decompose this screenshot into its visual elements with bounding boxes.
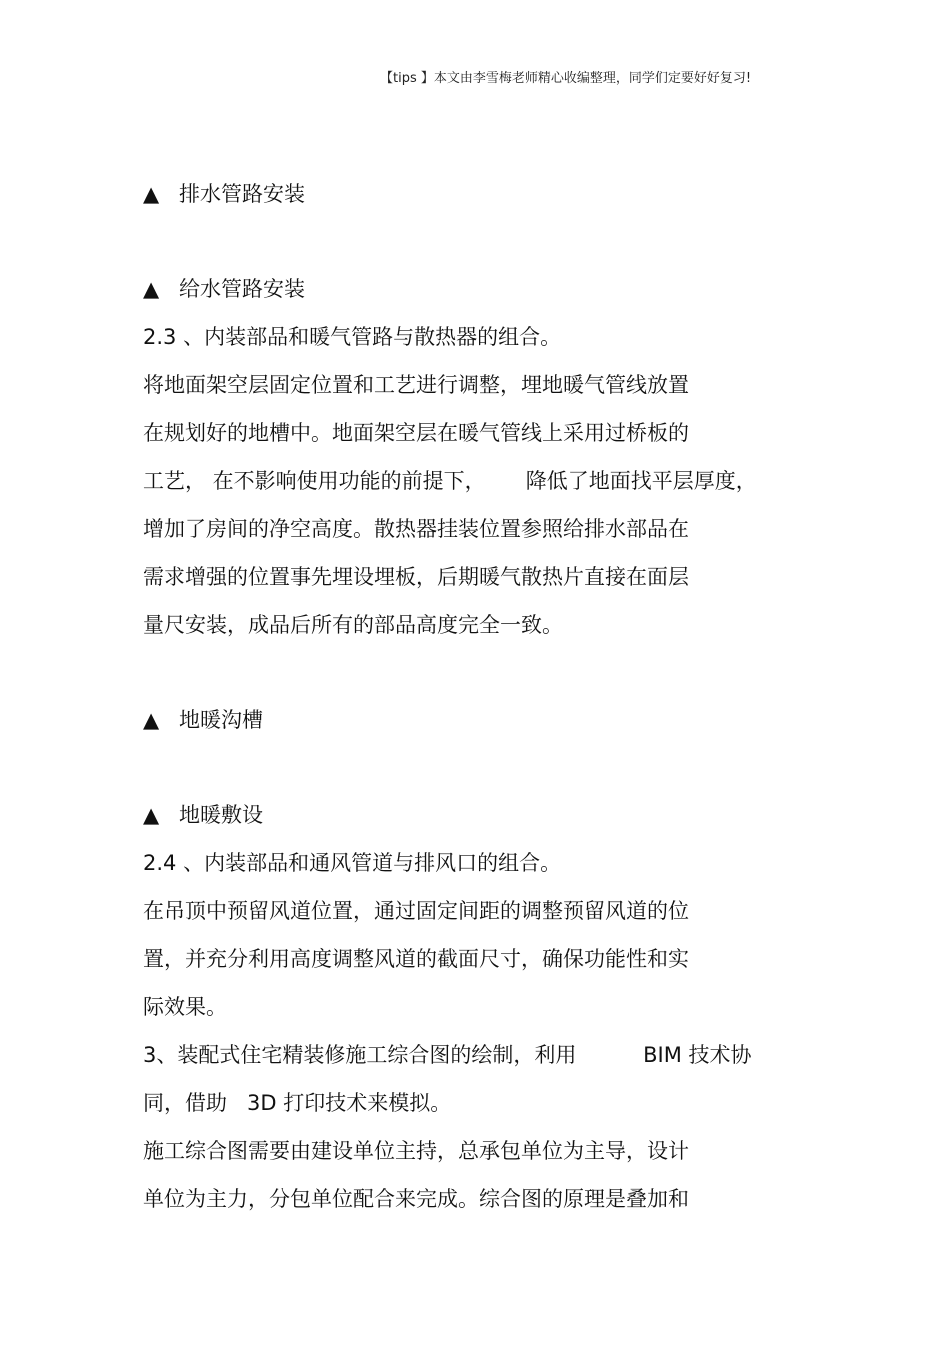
paragraph-line: 工艺， 在不影响使用功能的前提下， 降低了地面找平层厚度，	[143, 469, 757, 493]
paragraph-line: 增加了房间的净空高度。散热器挂装位置参照给排水部品在	[143, 517, 689, 541]
bullet-text: 地暖沟槽	[179, 708, 263, 732]
section-2-4-heading: 2.4 、内装部品和通风管道与排风口的组合。	[143, 851, 562, 875]
bullet-water-supply	[143, 271, 843, 319]
bullet-text: 排水管路安装	[179, 182, 305, 206]
paragraph-line: 量尺安装，成品后所有的部品高度完全一致。	[143, 613, 563, 637]
triangle-bullet-icon: ▲	[143, 708, 160, 732]
section-2-3-heading: 2.3 、内装部品和暖气管路与散热器的组合。	[143, 325, 562, 349]
bullet-text: 给水管路安装	[179, 277, 305, 301]
header-tip: 【tips 】本文由李雪梅老师精心收编整理，同学们定要好好复习!	[380, 71, 752, 86]
paragraph-line: 施工综合图需要由建设单位主持，总承包单位为主导，设计	[143, 1139, 689, 1163]
paragraph-line: 需求增强的位置事先埋设埋板，后期暖气散热片直接在面层	[143, 565, 689, 589]
triangle-bullet-icon: ▲	[143, 803, 160, 827]
section-3-heading-cont: 同，借助 3D 打印技术来模拟。	[143, 1091, 452, 1115]
paragraph-line: 际效果。	[143, 995, 227, 1019]
bullet-floor-heating-laying	[143, 797, 843, 845]
paragraph-line: 在规划好的地槽中。地面架空层在暖气管线上采用过桥板的	[143, 421, 689, 445]
section-3-heading: 3、装配式住宅精装修施工综合图的绘制，利用 BIM 技术协	[143, 1043, 752, 1067]
paragraph-line: 将地面架空层固定位置和工艺进行调整，埋地暖气管线放置	[143, 373, 689, 397]
paragraph-line: 在吊顶中预留风道位置，通过固定间距的调整预留风道的位	[143, 899, 689, 923]
paragraph-line: 置，并充分利用高度调整风道的截面尺寸，确保功能性和实	[143, 947, 689, 971]
bullet-drain-pipe	[143, 176, 843, 224]
paragraph-line: 单位为主力，分包单位配合来完成。综合图的原理是叠加和	[143, 1187, 689, 1211]
triangle-bullet-icon: ▲	[143, 182, 160, 206]
document-body	[143, 176, 843, 1229]
triangle-bullet-icon: ▲	[143, 277, 160, 301]
bullet-floor-heating-trench	[143, 702, 843, 750]
bullet-text: 地暖敷设	[179, 803, 263, 827]
